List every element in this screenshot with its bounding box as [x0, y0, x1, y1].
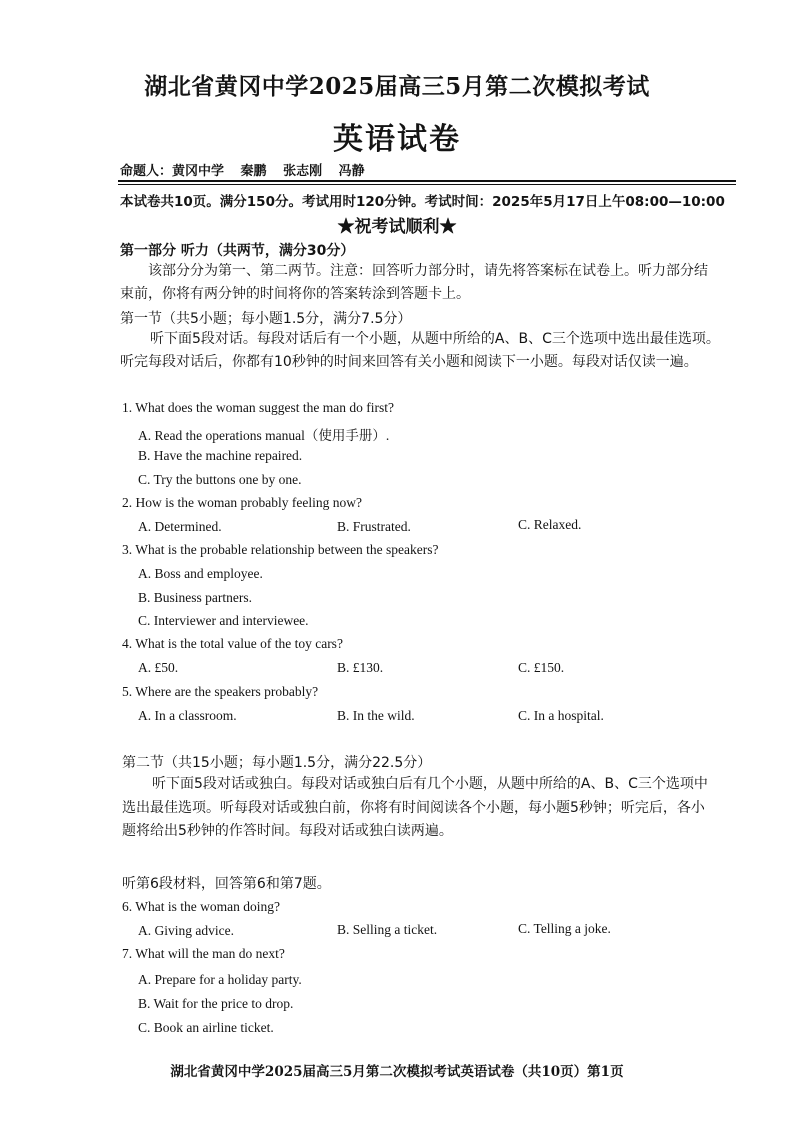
option-c: C. In a hospital.	[518, 708, 604, 723]
part1-heading: 第一部分 听力（共两节，满分30分）	[120, 243, 355, 259]
option-c: C. Try the buttons one by one.	[138, 472, 302, 487]
section1-instruction-line: 听完每段对话后，你都有10秒钟的时间来回答有关小题和阅读下一小题。每段对话仅读一遍。	[120, 354, 698, 370]
option-b: B. Wait for the price to drop.	[138, 996, 294, 1011]
option-b: B. £130.	[337, 660, 384, 675]
author-name: 冯静	[338, 164, 365, 179]
section2-instruction-line: 听下面5段对话或独白。每段对话或独白后有几个小题，从题中所给的A、B、C三个选项中	[152, 776, 708, 792]
divider-thin	[118, 184, 736, 185]
question-stem: 7. What will the man do next?	[122, 946, 285, 961]
question-stem: 3. What is the probable relationship between the speakers?	[122, 542, 439, 557]
section2-instruction-line: 题将给出5秒钟的作答时间。每段对话或独白读两遍。	[122, 823, 453, 839]
option-b: B. Have the machine repaired.	[138, 448, 303, 463]
blessing: ★祝考试顺利★	[337, 217, 457, 237]
question-stem: 1. What does the woman suggest the man do first?	[122, 400, 394, 415]
option-b: B. Frustrated.	[337, 519, 411, 534]
option-c: C. Interviewer and interviewee.	[138, 613, 309, 628]
option-c: C. £150.	[518, 660, 565, 675]
author-name: 秦鹏	[240, 164, 267, 179]
option-a: A. Giving advice.	[138, 923, 234, 938]
option-b: B. In the wild.	[337, 708, 415, 723]
section2-instruction-line: 选出最佳选项。听每段对话或独白前，你将有时间阅读各个小题，每小题5秒钟；听完后，各小	[122, 800, 705, 816]
question-stem: 5. Where are the speakers probably?	[122, 684, 319, 699]
option-c: C. Relaxed.	[518, 517, 582, 532]
option-a: A. In a classroom.	[138, 708, 237, 723]
question-stem: 4. What is the total value of the toy cars?	[122, 636, 343, 651]
author-name: 张志刚	[283, 164, 323, 179]
page-subtitle: 英语试卷	[333, 122, 461, 157]
section2-heading: 第二节（共15小题；每小题1.5分，满分22.5分）	[122, 755, 432, 771]
material-note: 听第6段材料，回答第6和第7题。	[122, 876, 331, 892]
option-a: A. Prepare for a holiday party.	[138, 972, 302, 987]
author-label: 命题人：黄冈中学	[120, 164, 225, 179]
exam-info: 本试卷共10页。满分150分。考试用时120分钟。考试时间：2025年5月17日上午08:00—10:00	[120, 194, 725, 210]
part1-intro-line: 该部分分为第一、第二两节。注意：回答听力部分时，请先将答案标在试卷上。听力部分结	[148, 263, 708, 279]
page-footer: 湖北省黄冈中学2025届高三5月第二次模拟考试英语试卷（共10页）第1页	[170, 1064, 624, 1080]
option-a: A. Boss and employee.	[138, 566, 263, 581]
section1-instruction-line: 听下面5段对话。每段对话后有一个小题，从题中所给的A、B、C三个选项中选出最佳选项。	[150, 331, 720, 347]
part1-intro-line: 束前，你将有两分钟的时间将你的答案转涂到答题卡上。	[120, 286, 470, 302]
option-c: C. Telling a joke.	[518, 921, 611, 936]
page-title: 湖北省黄冈中学2025届高三5月第二次模拟考试	[144, 73, 650, 100]
option-c: C. Book an airline ticket.	[138, 1020, 274, 1035]
divider-thick	[118, 180, 736, 182]
question-stem: 2. How is the woman probably feeling now?	[122, 495, 362, 510]
section1-heading: 第一节（共5小题；每小题1.5分，满分7.5分）	[120, 311, 412, 327]
option-a: A. Determined.	[138, 519, 222, 534]
option-b: B. Business partners.	[138, 590, 252, 605]
question-stem: 6. What is the woman doing?	[122, 899, 280, 914]
option-a: A. Read the operations manual（使用手册）.	[138, 428, 390, 443]
option-b: B. Selling a ticket.	[337, 922, 438, 937]
author-line	[120, 160, 377, 179]
option-a: A. £50.	[138, 660, 179, 675]
